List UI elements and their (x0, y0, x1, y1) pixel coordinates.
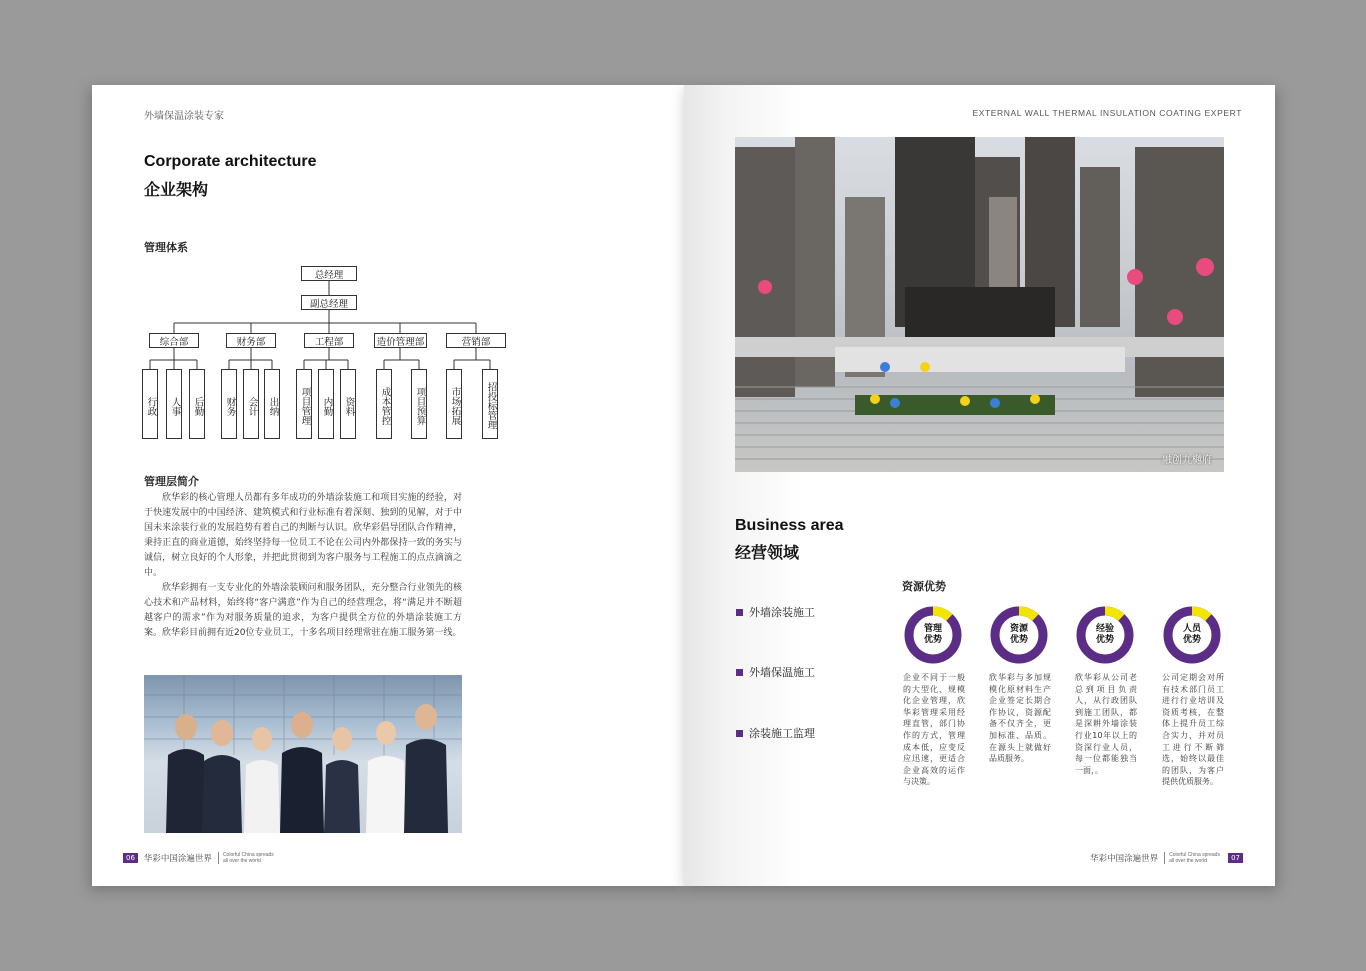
running-head: EXTERNAL WALL THERMAL INSULATION COATING EXPERT (972, 108, 1242, 118)
org-sub-budget: 项目预算 (411, 369, 427, 439)
business-item-3 (736, 725, 815, 741)
footer-brand: 华彩中国涂遍世界 (143, 854, 212, 864)
intro-heading: 管理层简介 (144, 475, 199, 488)
org-dept-finance: 财务部 (226, 333, 276, 348)
ring-label (1076, 606, 1134, 664)
ring-label (904, 606, 962, 664)
left-page (92, 85, 684, 886)
org-sub-market: 市场拓展 (446, 369, 462, 439)
org-sub-finance: 财务 (221, 369, 237, 439)
org-heading: 管理体系 (144, 241, 188, 254)
ring-label-line1: 管理 (923, 624, 942, 634)
business-item-label: 涂装施工监理 (749, 727, 815, 740)
business-item-1 (736, 604, 815, 620)
org-sub-accounting: 会计 (243, 369, 259, 439)
right-page (684, 85, 1275, 886)
org-sub-cost-control: 成本管控 (376, 369, 392, 439)
org-deputy: 副总经理 (301, 295, 357, 310)
ring-label (990, 606, 1048, 664)
building-photo (735, 137, 1224, 472)
ring-label-line1: 经验 (1095, 624, 1114, 634)
left-footer (123, 852, 276, 864)
ring-label-line2: 优势 (1009, 635, 1028, 645)
intro-paragraph-1: 欣华彩的核心管理人员都有多年成功的外墙涂装施工和项目实施的经验，对于快速发展中的中国经济、建筑模式和行业标准有着深刻、独到的见解，对于中国未来涂装行业的发展趋势有着自己的判断与认识。欣华彩倡导团队合作精神，秉持正直的商业道德，始终坚持每一位员工不论在公司内外都保持一致的务实与诚信，树立良好的个人形象，并把此贯彻到为客户服务与工程施工的点点滴滴之中。 (144, 493, 462, 578)
footer-slogan: Colorful China spreads all over the world (218, 852, 276, 864)
business-item-2 (736, 664, 815, 680)
ring-label (1163, 606, 1221, 664)
org-sub-office: 内勤 (318, 369, 334, 439)
ring-label-line1: 人员 (1182, 624, 1201, 634)
advantage-text-resource: 欣华彩与多加规模化原材料生产企业签定长期合作协议，资源配备不仅齐全，更加标准、品质。在源头上就做好品质服务。 (989, 673, 1051, 764)
business-item-label: 外墙保温施工 (749, 666, 815, 679)
ring-label-line2: 优势 (923, 635, 942, 645)
org-dept-cost: 造价管理部 (374, 333, 427, 348)
advantage-ring-experience (1076, 606, 1134, 664)
org-chart (144, 263, 514, 443)
advantage-text-staff: 公司定期会对所有技术部门员工进行行业培训及资质考核，在整体上提升员工综合实力，并对员工进行不断筛选，始终以最佳的团队，为客户提供优质服务。 (1162, 673, 1224, 787)
building-illustration (735, 137, 1224, 472)
page-number: 07 (1228, 853, 1243, 863)
footer-brand: 华彩中国涂遍世界 (1090, 854, 1159, 864)
org-sub-logistics: 后勤 (189, 369, 205, 439)
org-sub-project-mgmt: 项目管理 (296, 369, 312, 439)
advantage-ring-staff (1163, 606, 1221, 664)
ring-label-line2: 优势 (1095, 635, 1114, 645)
title-en: Corporate architecture (144, 153, 317, 170)
org-ceo: 总经理 (301, 266, 357, 281)
advantage-ring-management (904, 606, 962, 664)
org-dept-general: 综合部 (149, 333, 199, 348)
ring-label-line2: 优势 (1182, 635, 1201, 645)
photo-caption: 融创九樾府 (1162, 455, 1212, 466)
org-sub-admin: 行政 (142, 369, 158, 439)
bullet-icon (736, 609, 743, 616)
running-head: 外墙保温涂装专家 (144, 111, 224, 122)
intro-paragraph-2: 欣华彩拥有一支专业化的外墙涂装顾问和服务团队，充分整合行业领先的核心技术和产品材料，始终将“客户满意”作为自己的经营理念，将“满足并不断超越客户的需求”作为对服务质量的追求，为客户提供全方位的外墙涂装施工方案。欣华彩目前拥有近20位专业员工，十多名项目经理常驻在施工服务第一线。 (144, 583, 462, 638)
org-sub-documents: 资料 (340, 369, 356, 439)
ring-label-line1: 资源 (1009, 624, 1028, 634)
title-cn: 企业架构 (144, 180, 209, 199)
org-sub-cashier: 出纳 (264, 369, 280, 439)
team-photo (144, 675, 462, 833)
footer-slogan: Colorful China spreads all over the world (1164, 852, 1222, 864)
bullet-icon (736, 730, 743, 737)
org-sub-hr: 人事 (166, 369, 182, 439)
business-item-label: 外墙涂装施工 (749, 606, 815, 619)
right-footer (1090, 852, 1243, 864)
advantage-heading: 资源优势 (902, 580, 946, 593)
bullet-icon (736, 669, 743, 676)
title-cn: 经营领域 (735, 543, 800, 562)
advantage-text-experience: 欣华彩从公司老总到项目负责人，从行政团队到施工团队，都是深耕外墙涂装行业10年以上的资深行业人员，每一位都能独当一面，。 (1075, 673, 1137, 775)
org-sub-bidding: 招投标管理 (482, 369, 498, 439)
advantage-text-management: 企业不同于一般的大型化、规模化企业管理，欣华彩管理采用经理直管，部门协作的方式，管理成本低，应变反应迅速，更适合企业高效的运作与决策。 (903, 673, 965, 787)
team-illustration (144, 675, 462, 833)
advantage-ring-resource (990, 606, 1048, 664)
org-dept-engineering: 工程部 (304, 333, 354, 348)
page-number: 06 (123, 853, 138, 863)
org-dept-marketing: 营销部 (446, 333, 506, 348)
title-en: Business area (735, 517, 844, 534)
